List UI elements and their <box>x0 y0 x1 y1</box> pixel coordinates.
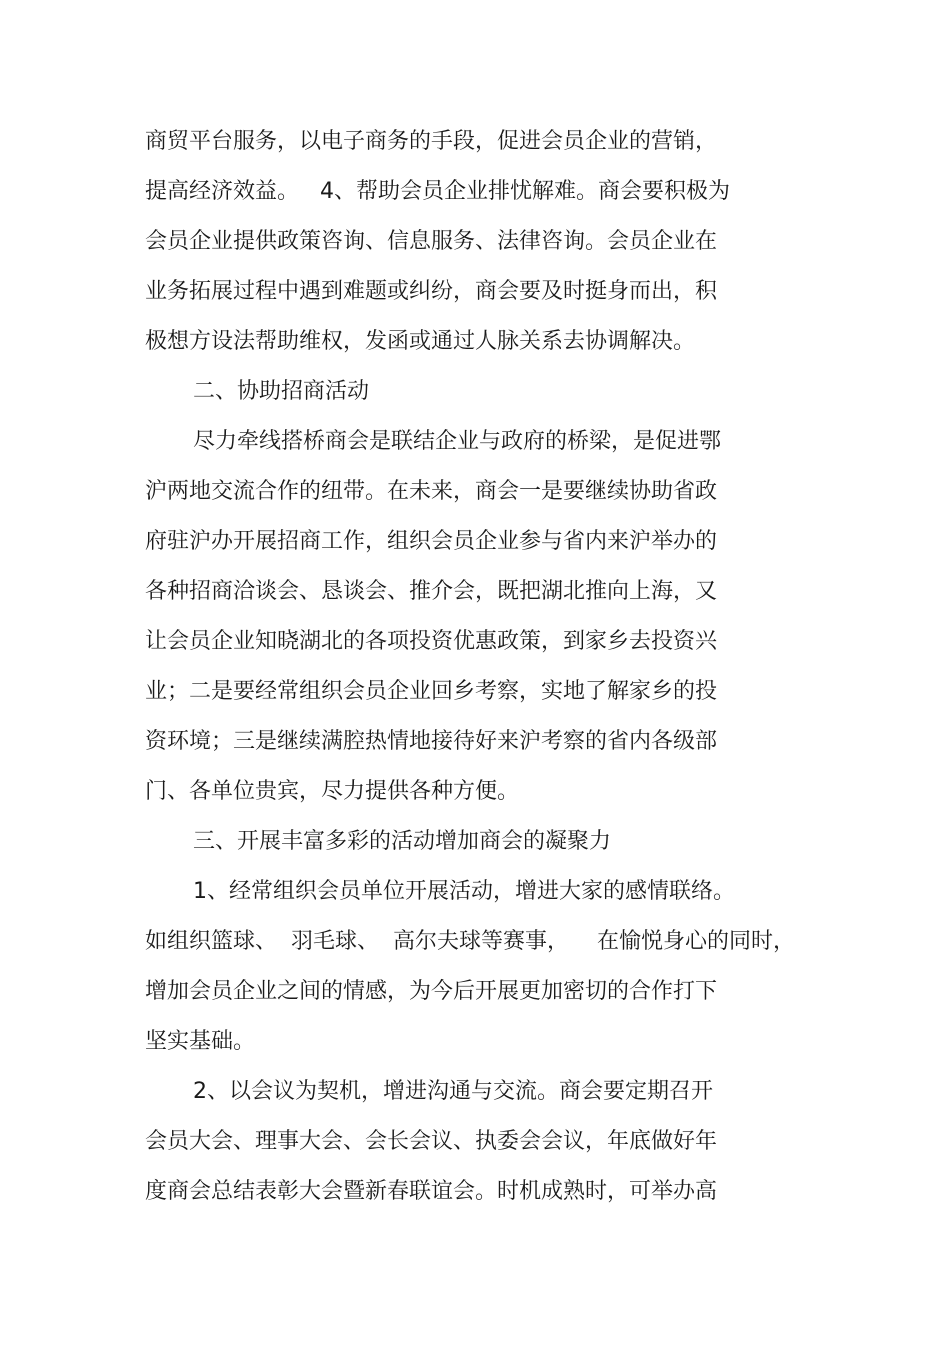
body-text-line: 提高经济效益。 4、帮助会员企业排忧解难。商会要积极为 <box>145 179 730 204</box>
body-text-line: 业务拓展过程中遇到难题或纠纷，商会要及时挺身而出，积 <box>145 279 718 304</box>
body-text-line: 尽力牵线搭桥商会是联结企业与政府的桥梁，是促进鄂 <box>193 429 722 454</box>
body-text-line: 资环境；三是继续满腔热情地接待好来沪考察的省内各级部 <box>145 729 718 754</box>
body-text-line: 府驻沪办开展招商工作，组织会员企业参与省内来沪举办的 <box>145 529 718 554</box>
body-text-line: 让会员企业知晓湖北的各项投资优惠政策，到家乡去投资兴 <box>145 629 718 654</box>
body-text-line: 会员大会、理事大会、会长会议、执委会会议，年底做好年 <box>145 1129 718 1154</box>
body-text-line: 坚实基础。 <box>145 1029 256 1054</box>
body-text-line: 2、以会议为契机，增进沟通与交流。商会要定期召开 <box>193 1079 713 1104</box>
body-text-line: 会员企业提供政策咨询、信息服务、法律咨询。会员企业在 <box>145 229 718 254</box>
body-text-line: 增加会员企业之间的情感，为今后开展更加密切的合作打下 <box>145 979 718 1004</box>
body-text-line: 极想方设法帮助维权，发函或通过人脉关系去协调解决。 <box>145 329 696 354</box>
section-heading: 二、协助招商活动 <box>193 379 370 404</box>
body-text-line: 各种招商洽谈会、恳谈会、推介会，既把湖北推向上海，又 <box>145 579 718 604</box>
section-heading: 三、开展丰富多彩的活动增加商会的凝聚力 <box>193 829 612 854</box>
body-text-line: 门、各单位贵宾，尽力提供各种方便。 <box>145 779 520 804</box>
body-text-line: 度商会总结表彰大会暨新春联谊会。时机成熟时，可举办高 <box>145 1179 718 1204</box>
body-text-line: 沪两地交流合作的纽带。在未来，商会一是要继续协助省政 <box>145 479 718 504</box>
body-text-line: 商贸平台服务，以电子商务的手段，促进会员企业的营销， <box>145 129 718 154</box>
body-text-line: 业；二是要经常组织会员企业回乡考察，实地了解家乡的投 <box>145 679 718 704</box>
body-text-line: 1、经常组织会员单位开展活动，增进大家的感情联络。 <box>193 879 735 904</box>
body-text-line: 如组织篮球、 羽毛球、 高尔夫球等赛事， 在愉悦身心的同时， <box>145 929 795 954</box>
